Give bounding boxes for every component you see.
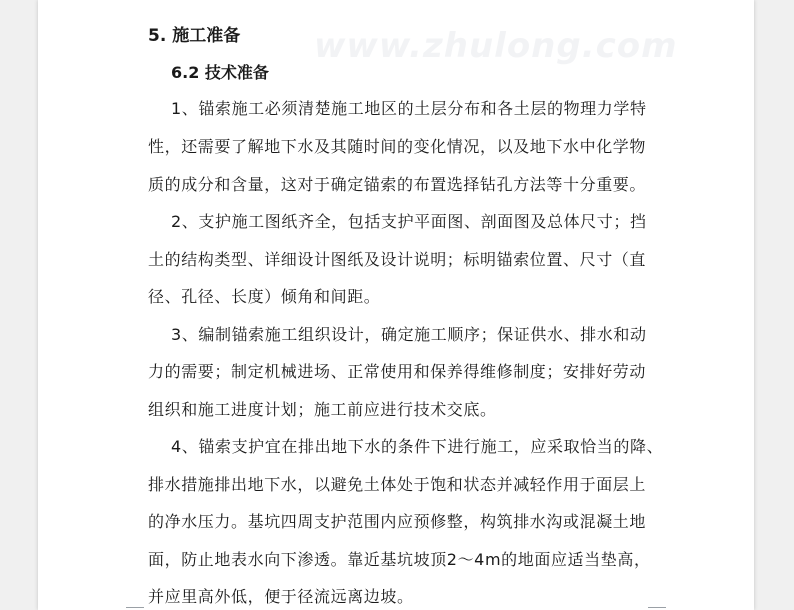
paragraph-line: 并应里高外低，便于径流远离边坡。 xyxy=(148,587,414,606)
paragraph-line: 4、锚索支护宜在排出地下水的条件下进行施工，应采取恰当的降、 xyxy=(171,437,664,456)
section-heading: 5. 施工准备 xyxy=(148,26,241,46)
paragraph-line: 质的成分和含量，这对于确定锚索的布置选择钻孔方法等十分重要。 xyxy=(148,175,647,194)
paragraph-line: 性，还需要了解地下水及其随时间的变化情况，以及地下水中化学物 xyxy=(148,137,647,156)
paragraph-line: 3、编制锚索施工组织设计，确定施工顺序；保证供水、排水和动 xyxy=(171,325,647,344)
paragraph-line: 1、锚索施工必须清楚施工地区的土层分布和各土层的物理力学特 xyxy=(171,99,647,118)
document-page xyxy=(38,0,754,610)
paragraph-line: 力的需要；制定机械进场、正常使用和保养得维修制度；安排好劳动 xyxy=(148,362,647,381)
margin-corner-mark xyxy=(648,607,666,608)
paragraph-line: 径、孔径、长度）倾角和间距。 xyxy=(148,287,381,306)
subsection-heading: 6.2 技术准备 xyxy=(171,63,269,82)
paragraph-line: 2、支护施工图纸齐全，包括支护平面图、剖面图及总体尺寸；挡 xyxy=(171,212,647,231)
paragraph-line: 组织和施工进度计划；施工前应进行技术交底。 xyxy=(148,400,497,419)
watermark: www.zhulong.com xyxy=(314,26,678,66)
paragraph-line: 排水措施排出地下水，以避免土体处于饱和状态并减轻作用于面层上 xyxy=(148,475,647,494)
paragraph-line: 的净水压力。基坑四周支护范围内应预修整，构筑排水沟或混凝土地 xyxy=(148,512,647,531)
paragraph-line: 土的结构类型、详细设计图纸及设计说明；标明锚索位置、尺寸（直 xyxy=(148,250,647,269)
margin-corner-mark xyxy=(126,607,144,608)
paragraph-line: 面，防止地表水向下渗透。靠近基坑坡顶2～4m的地面应适当垫高， xyxy=(148,550,651,569)
